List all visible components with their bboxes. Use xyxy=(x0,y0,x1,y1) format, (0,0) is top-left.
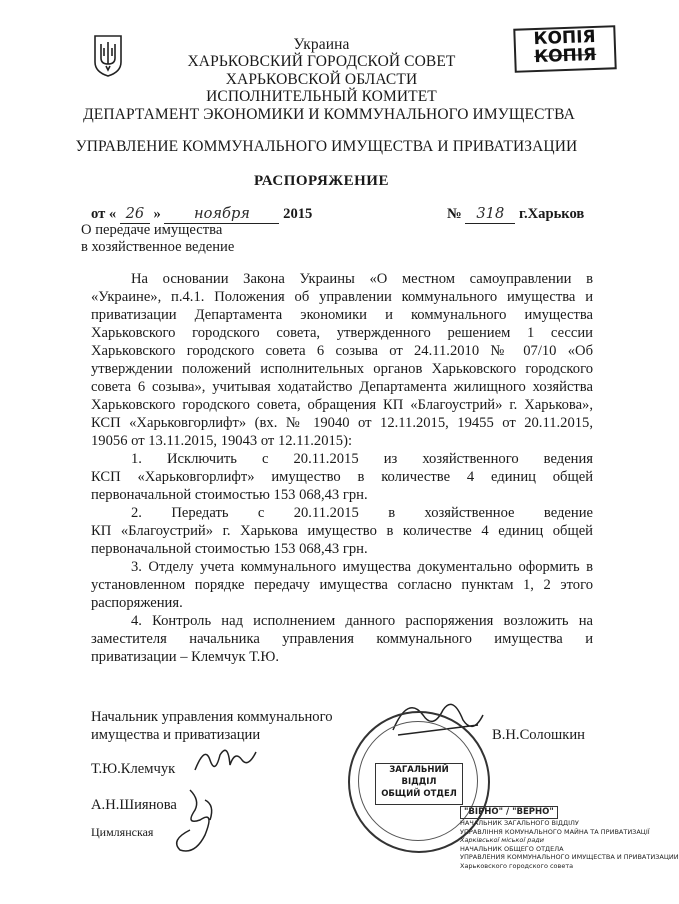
item1-line2: КСП «Харьковгорлифт» имущество в количестве 4 единиц общей xyxy=(91,469,593,485)
preamble-line9: КСП «Харьковгорлифт» (вх. № 19040 от 12.11.2015, 19455 от 20.11.2015, xyxy=(91,415,593,431)
date-prefix: от « xyxy=(91,206,117,222)
item4-line3: приватизации – Клемчук Т.Ю. xyxy=(91,649,280,665)
header-country: Украина xyxy=(293,36,350,53)
copy-stamp-line2: КОПІЯ xyxy=(533,44,597,68)
preamble-line2: «Украине», п.4.1. Положения об управлении коммунального имущества и xyxy=(91,289,593,305)
date-day: 26 xyxy=(120,205,150,224)
copy-stamp-line1: КОПІЯ xyxy=(533,26,596,50)
seal-center-box xyxy=(375,763,463,805)
document-number xyxy=(447,205,584,224)
preamble-line10: 19056 от 13.11.2015, 19043 от 12.11.2015): xyxy=(91,433,352,449)
certify-title: "ВІРНО" / "ВЕРНО" xyxy=(460,806,558,819)
approver1-name: Т.Ю.Клемчук xyxy=(91,761,176,777)
preamble-line6: утверждении положений исполнительных органов Харьковского городского xyxy=(91,361,593,377)
item2-line3: первоначальной стоимостью 153 068,43 грн. xyxy=(91,541,368,557)
preamble-line8: Харьковского городского совета, обращения КП «Благоустрий» г. Харькова», xyxy=(91,397,593,413)
certify-line2: УПРАВЛІННЯ КОМУНАЛЬНОГО МАЙНА ТА ПРИВАТИЗАЦІЇ xyxy=(460,827,650,836)
date-mid: » xyxy=(153,206,161,222)
document-title: РАСПОРЯЖЕНИЕ xyxy=(254,173,389,189)
position-line2: имущества и приватизации xyxy=(91,727,261,743)
city: г.Харьков xyxy=(518,206,585,222)
header-line3: ИСПОЛНИТЕЛЬНЫЙ КОМИТЕТ xyxy=(206,88,437,105)
item3-line1: 3. Отделу учета коммунального имущества документально оформить в xyxy=(131,559,593,575)
header-line5: УПРАВЛЕНИЕ КОММУНАЛЬНОГО ИМУЩЕСТВА И ПРИВАТИЗАЦИИ xyxy=(75,138,578,155)
subject-line1: О передаче имущества xyxy=(81,222,223,238)
preamble-line3: приватизации Департамента экономики и коммунального имущества xyxy=(91,307,593,323)
signer-name: В.Н.Солошкин xyxy=(492,727,585,743)
certify-line6: Харьковского городского совета xyxy=(460,861,574,870)
item2-line1: 2. Передать с 20.11.2015 в хозяйственное ведение xyxy=(131,505,593,521)
seal-center-line3: ОБЩИЙ ОТДЕЛ xyxy=(381,789,457,799)
preamble-line7: совета 6 созыва», учитывая ходатайство Департамента жилищного хозяйства xyxy=(91,379,593,395)
seal-center-line1: ЗАГАЛЬНИЙ xyxy=(389,765,449,775)
preamble-line5: Харьковского городского совета 6 созыва от 24.11.2010 № 07/10 «Об xyxy=(91,343,593,359)
signature-shiyanova xyxy=(160,780,230,860)
preamble-line4: Харьковского городского совета, утвержденного решением 1 сессии xyxy=(91,325,593,341)
certify-line4: НАЧАЛЬНИК ОБЩЕГО ОТДЕЛА xyxy=(460,844,564,853)
certify-line5: УПРАВЛЕНИЯ КОММУНАЛЬНОГО ИМУЩЕСТВА И ПРИВАТИЗАЦИИ xyxy=(460,853,679,861)
date-year: 2015 xyxy=(283,206,313,222)
approver2-name: А.Н.Шиянова xyxy=(91,797,177,813)
header-line2: ХАРЬКОВСКОЙ ОБЛАСТИ xyxy=(225,71,418,88)
subject-line2: в хозяйственное ведение xyxy=(81,239,235,255)
item1-line3: первоначальной стоимостью 153 068,43 грн. xyxy=(91,487,368,503)
signature-klemchuk xyxy=(190,740,260,780)
certify-stamp xyxy=(460,806,679,870)
number-prefix: № xyxy=(447,206,462,222)
certify-line3: Харківської міської ради xyxy=(460,836,545,844)
item4-line2: заместителя начальника управления коммунального имущества и xyxy=(91,631,593,647)
item1-line1: 1. Исключить с 20.11.2015 из хозяйственного ведения xyxy=(131,451,593,467)
certify-line1: НАЧАЛЬНИК ЗАГАЛЬНОГО ВІДДІЛУ xyxy=(460,819,579,827)
number-value: 318 xyxy=(465,205,515,224)
header-line1: ХАРЬКОВСКИЙ ГОРОДСКОЙ СОВЕТ xyxy=(187,53,456,70)
header-line4: ДЕПАРТАМЕНТ ЭКОНОМИКИ И КОММУНАЛЬНОГО ИМУЩЕСТВА xyxy=(83,106,575,123)
item3-line2: установленном порядке передачу имущества согласно пунктам 1, 2 этого xyxy=(91,577,593,593)
item4-line1: 4. Контроль над исполнением данного распоряжения возложить на xyxy=(131,613,593,629)
position-line1: Начальник управления коммунального xyxy=(91,709,333,725)
preamble-line1: На основании Закона Украины «О местном самоуправлении в xyxy=(131,271,593,287)
seal-center-line2: ВІДДІЛ xyxy=(401,777,437,787)
item3-line3: распоряжения. xyxy=(91,595,183,611)
approver3-name: Цимлянская xyxy=(91,825,154,839)
date-month: ноября xyxy=(164,205,279,224)
item2-line2: КП «Благоустрий» г. Харькова имущество в количестве 4 единиц общей xyxy=(91,523,593,539)
